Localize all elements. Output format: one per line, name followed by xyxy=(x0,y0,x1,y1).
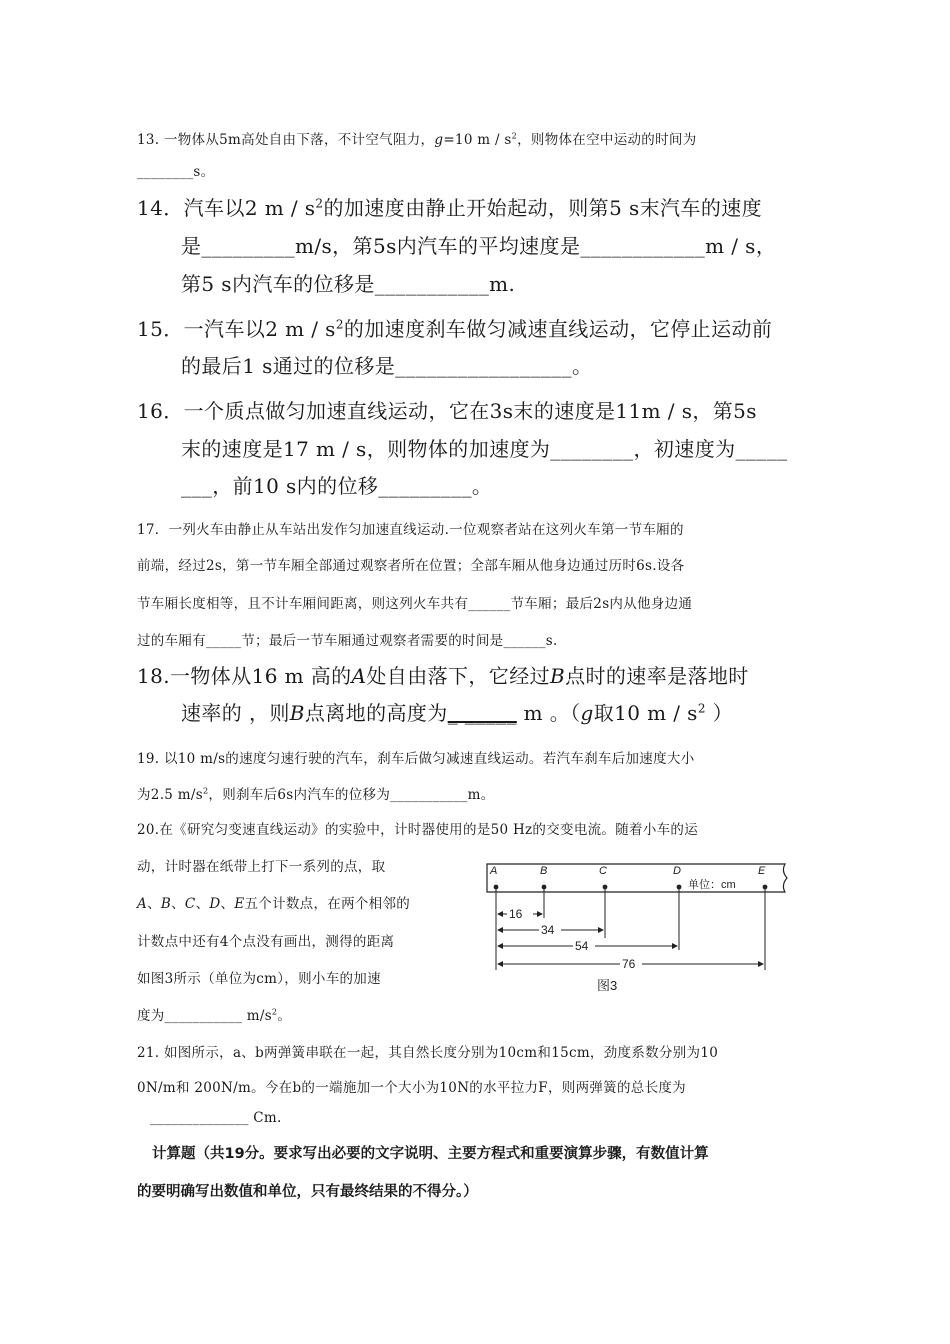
q18-exponent: 2 xyxy=(697,701,706,716)
q13-line-1 xyxy=(137,128,697,148)
q18-g-symbol: g xyxy=(580,701,594,725)
q16-line-3: ___，前10 s内的位移_________。 xyxy=(181,474,493,498)
q14-line-2: 是_________m/s，第5s内汽车的平均速度是____________m / s， xyxy=(181,234,777,258)
q13-value: =10 m / s xyxy=(443,132,512,148)
q20-line-6 xyxy=(137,1004,291,1024)
q20-sep: 、 xyxy=(171,896,185,912)
q13-exponent: 2 xyxy=(511,130,518,141)
figure-caption: 图3 xyxy=(597,978,618,993)
q15-line-1 xyxy=(137,313,772,342)
q18-text-end: 点时的速率是落地时 xyxy=(565,664,749,688)
q20-exponent: 2 xyxy=(271,1006,278,1017)
q18-answer-blank: _ _____ xyxy=(447,701,517,725)
q14-line-3: 第5 s内汽车的位移是___________m. xyxy=(181,272,516,296)
q15-text: 15．一汽车以2 m / s xyxy=(137,317,336,341)
q18-unit: m 。（ xyxy=(516,701,581,725)
tape-point-a-label: A xyxy=(490,865,498,877)
tape-point-d-label: D xyxy=(673,865,681,877)
q20-point-d: D xyxy=(209,896,221,912)
q18-line-1 xyxy=(137,660,749,689)
calc-section-heading-2: 的要明确写出数值和单位，只有最终结果的不得分。） xyxy=(137,1184,478,1200)
q20-point-c: C xyxy=(184,896,196,912)
q15-line-2: 的最后1 s通过的位移是_________________。 xyxy=(181,354,593,378)
q20-line-5: 如图3所示（单位为cm），则小车的加速 xyxy=(137,971,381,987)
q19-text: 为2.5 m/s xyxy=(137,787,203,803)
dim-label-76: 76 xyxy=(622,957,636,971)
q18-line-2 xyxy=(181,697,733,726)
q18-point-b: B xyxy=(550,664,566,688)
q19-text-end: ，则刹车后6s内汽车的位移为___________m。 xyxy=(208,787,495,803)
q20-line-1: 20.在《研究匀变速直线运动》的实验中，计时器使用的是50 Hz的交变电流。随着小车的运 xyxy=(137,822,699,838)
q20-point-e: E xyxy=(234,896,245,912)
q20-line-3 xyxy=(137,892,410,912)
dim-label-34: 34 xyxy=(541,923,555,937)
q13-line-2: ________s。 xyxy=(137,164,215,180)
figure-3-paper-tape xyxy=(485,858,795,998)
q18-point-b-2: B xyxy=(289,701,305,725)
q20-text: 五个计数点，在两个相邻的 xyxy=(244,896,411,912)
tape-point-b-label: B xyxy=(540,865,548,877)
q19-line-2 xyxy=(137,783,495,803)
q15-text-end: 的加速度刹车做匀减速直线运动，它停止运动前 xyxy=(343,317,773,341)
q20-sep: 、 xyxy=(220,896,235,912)
dim-label-54: 54 xyxy=(575,939,589,953)
q18-text-2: 速率的 ，则 xyxy=(181,701,290,725)
q18-point-a: A xyxy=(351,664,367,688)
q18-text-3: 点离地的高度为 xyxy=(304,701,448,725)
q14-exponent: 2 xyxy=(315,196,324,211)
q21-line-2: 0N/m和 200N/m。今在b的一端施加一个大小为10N的水平拉力F，则两弹簧的总长度为 xyxy=(137,1080,686,1096)
q16-line-1: 16．一个质点做匀加速直线运动，它在3s末的速度是11m / s，第5s xyxy=(137,399,757,423)
q13-text: 13. 一物体从5m高处自由下落，不计空气阻力， xyxy=(137,132,435,148)
calc-section-heading-1: 计算题（共19分。要求写出必要的文字说明、主要方程式和重要演算步骤，有数值计算 xyxy=(152,1146,709,1162)
q18-text: 18.一物体从16 m 高的 xyxy=(137,664,352,688)
tape-point-c-label: C xyxy=(599,865,607,877)
q20-point-a: A xyxy=(137,896,148,912)
q20-sep: 、 xyxy=(195,896,210,912)
q14-line-1 xyxy=(137,192,762,221)
q18-text-mid: 处自由落下，它经过 xyxy=(366,664,550,688)
q19-exponent: 2 xyxy=(202,785,209,796)
q19-line-1: 19. 以10 m/s的速度匀速行驶的汽车，刹车后做匀减速直线运动。若汽车刹车后加速度大小 xyxy=(137,751,695,767)
q16-line-2: 末的速度是17 m / s，则物体的加速度为________，初速度为_____ xyxy=(181,437,788,461)
q17-line-4: 过的车厢有_____节；最后一节车厢通过观察者需要的时间是______s. xyxy=(137,633,558,649)
q20-line-4: 计数点中还有4个点没有画出，测得的距离 xyxy=(137,934,395,950)
q20-sep: 、 xyxy=(147,896,161,912)
q17-line-3: 节车厢长度相等，且不计车厢间距离，则这列火车共有______节车厢；最后2s内从他身边通 xyxy=(137,596,693,612)
q20-period: 。 xyxy=(277,1008,292,1024)
tape-outline xyxy=(487,864,787,892)
dim-label-16: 16 xyxy=(509,907,523,921)
q14-text: 14．汽车以2 m / s xyxy=(137,196,316,220)
q21-line-1: 21. 如图所示，a、b两弹簧串联在一起，其自然长度分别为10cm和15cm，劲度系数分别为10 xyxy=(137,1045,719,1061)
q20-line-2: 动，计时器在纸带上打下一系列的点，取 xyxy=(137,859,386,875)
q21-line-3: ______________ Cm. xyxy=(150,1110,282,1126)
q20-point-b: B xyxy=(160,896,172,912)
tape-point-e-label: E xyxy=(758,865,766,877)
q18-close: ） xyxy=(705,701,734,725)
q17-line-1: 17．一列火车由静止从车站出发作匀加速直线运动.一位观察者站在这列火车第一节车厢的 xyxy=(137,522,684,538)
q20-answer-text: 度为___________ m/s xyxy=(137,1008,272,1024)
q15-exponent: 2 xyxy=(335,317,344,332)
q13-g-symbol: g xyxy=(434,132,444,148)
q13-text-end: ，则物体在空中运动的时间为 xyxy=(517,132,697,148)
q17-line-2: 前端，经过2s，第一节车厢全部通过观察者所在位置；全部车厢从他身边通过历时6s.设各 xyxy=(137,558,685,574)
q18-g-value: 取10 m / s xyxy=(593,701,698,725)
q14-text-end: 的加速度由静止开始起动，则第5 s末汽车的速度 xyxy=(323,196,763,220)
unit-label: 单位：cm xyxy=(688,879,736,891)
